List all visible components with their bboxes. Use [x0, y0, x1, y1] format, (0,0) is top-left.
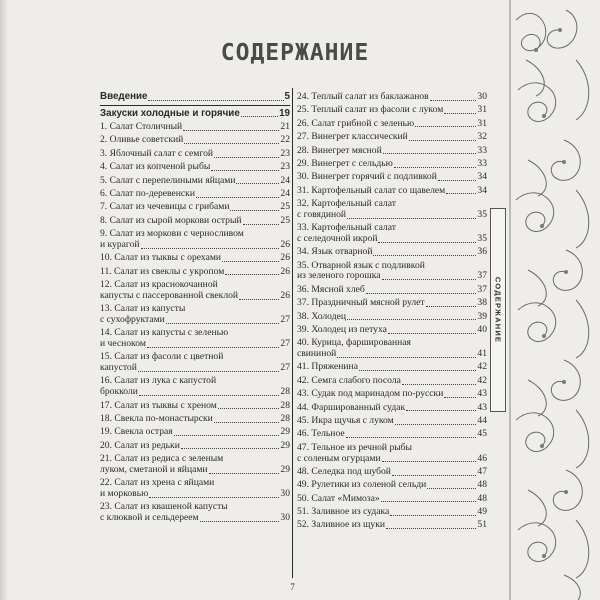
toc-page-number: 30: [280, 487, 290, 499]
toc-entry: [100, 478, 290, 499]
toc-dot-leader: [409, 140, 477, 141]
toc-entry-line: [297, 376, 487, 387]
toc-entry-title: 2. Оливье советский: [100, 134, 184, 146]
toc-entry-title: 4. Салат из копченой рыбы: [100, 161, 211, 173]
toc-page-number: 5: [284, 91, 290, 102]
toc-entry-title: 18. Свекла по-монастырски: [100, 412, 213, 424]
toc-entry-title: и курагой: [100, 238, 140, 250]
toc-page-number: 47: [477, 465, 487, 477]
toc-dot-leader: [381, 501, 477, 502]
toc-page-number: 41: [477, 348, 487, 360]
toc-dot-leader: [444, 397, 476, 398]
toc-dot-leader: [181, 448, 280, 449]
toc-entry: [100, 149, 290, 160]
toc-dot-leader: [359, 370, 476, 371]
toc-page-number: 30: [477, 91, 487, 102]
toc-page-number: 28: [280, 399, 290, 411]
toc-dot-leader: [438, 180, 477, 181]
toc-entry-title: капусты с пассерованной свеклой: [100, 289, 239, 301]
toc-entry: [100, 229, 290, 250]
toc-entry-line: [297, 416, 487, 427]
toc-entry: [297, 480, 487, 491]
toc-entry-line: [100, 401, 290, 412]
toc-entry-line: [100, 339, 290, 350]
toc-entry: [100, 176, 290, 187]
toc-page-number: 24: [280, 174, 290, 186]
toc-dot-leader: [392, 475, 476, 476]
toc-entry: [297, 285, 487, 296]
toc-entry-line: [297, 271, 487, 282]
toc-entry-line: [100, 513, 290, 524]
toc-page-number: 26: [280, 238, 290, 250]
toc-page-number: 43: [477, 401, 487, 413]
toc-entry-line: [297, 429, 487, 440]
toc-dot-leader: [239, 299, 279, 300]
toc-entry: [100, 454, 290, 475]
toc-dot-leader: [148, 100, 283, 101]
toc-dot-leader: [337, 357, 476, 358]
toc-entry-title: 42. Семга слабого посола: [297, 374, 401, 386]
toc-dot-leader: [183, 130, 279, 131]
toc-entry-title: 45. Икра щучья с луком: [297, 415, 394, 427]
toc-page-number: 27: [280, 313, 290, 325]
toc-entry-title: с соленым огурцами: [297, 452, 381, 464]
toc-entry-title: 13. Салат из капусты: [100, 303, 186, 315]
toc-page-number: 40: [477, 323, 487, 335]
toc-entry-title: 19. Свекла острая: [100, 426, 173, 438]
toc-entry-line: [297, 312, 487, 323]
toc-entry-line: [297, 454, 487, 465]
toc-entry-line: [297, 520, 487, 531]
toc-page-number: 35: [477, 232, 487, 244]
toc-entry-line: [100, 189, 290, 200]
toc-entry-title: 41. Пряженина: [297, 361, 358, 373]
toc-entry-line: [297, 443, 487, 454]
toc-entry: [297, 199, 487, 220]
toc-entry: [297, 389, 487, 400]
column-divider: [292, 88, 293, 578]
toc-entry-title: свининой: [297, 348, 337, 360]
toc-dot-leader: [347, 218, 476, 219]
toc-section-heading: [100, 92, 290, 103]
toc-dot-leader: [241, 116, 278, 117]
toc-page-number: 25: [280, 214, 290, 226]
toc-entry-line: [297, 234, 487, 245]
toc-page-number: 45: [477, 428, 487, 440]
toc-entry-line: [297, 210, 487, 221]
toc-entry-title: 35. Отварной язык с подливкой: [297, 259, 425, 271]
toc-entry-title: 39. Холодец из петуха: [297, 323, 387, 335]
toc-entry-title: 29. Винегрет с сельдью: [297, 157, 393, 169]
toc-entry-title: 46. Тельное: [297, 428, 345, 440]
toc-entry-title: 16. Салат из лука с капустой: [100, 375, 217, 387]
toc-entry-line: [297, 362, 487, 373]
toc-entry-title: из зеленого горошка: [297, 270, 381, 282]
toc-entry-line: [297, 467, 487, 478]
toc-entry-title: 23. Салат из квашеной капусты: [100, 501, 228, 513]
toc-entry-line: [297, 389, 487, 400]
toc-entry-title: 6. Салат по-деревенски: [100, 188, 195, 200]
toc-page-number: 28: [280, 412, 290, 424]
page-number: 7: [290, 582, 295, 592]
toc-entry-line: [100, 122, 290, 133]
toc-entry-line: [297, 247, 487, 258]
toc-entry-title: 33. Картофельный салат: [297, 222, 396, 234]
toc-entry-line: [100, 109, 290, 120]
toc-entry: [297, 261, 487, 282]
toc-page-number: 26: [280, 289, 290, 301]
toc-entry: [100, 162, 290, 173]
toc-page-number: 37: [477, 283, 487, 295]
toc-dot-leader: [406, 410, 476, 411]
toc-entry: [297, 507, 487, 518]
toc-dot-leader: [225, 274, 279, 275]
toc-entry-line: [297, 159, 487, 170]
toc-entry-line: [100, 253, 290, 264]
toc-page-number: 19: [279, 107, 290, 119]
toc-page-number: 31: [477, 104, 487, 116]
toc-dot-leader: [209, 473, 280, 474]
toc-dot-leader: [378, 242, 476, 243]
toc-entry: [297, 312, 487, 323]
toc-entry: [100, 414, 290, 425]
toc-page-number: 49: [477, 506, 487, 518]
toc-entry: [100, 401, 290, 412]
toc-entry: [297, 443, 487, 464]
toc-page-number: 27: [280, 337, 290, 349]
toc-dot-leader: [218, 408, 280, 409]
toc-entry-line: [297, 92, 487, 103]
toc-entry: [297, 325, 487, 336]
toc-entry-line: [100, 216, 290, 227]
toc-dot-leader: [214, 422, 280, 423]
toc-entry-title: 44. Фаршированный судак: [297, 401, 406, 413]
toc-dot-leader: [430, 100, 477, 101]
toc-entry-title: с говядиной: [297, 208, 347, 220]
toc-dot-leader: [214, 157, 279, 158]
toc-entry: [297, 146, 487, 157]
toc-entry-title: с клюквой и сельдереем: [100, 512, 199, 524]
toc-page-number: 26: [280, 252, 290, 264]
toc-entry-title: 1. Салат Столичный: [100, 121, 183, 133]
toc-page-number: 28: [280, 386, 290, 398]
toc-entry-line: [100, 441, 290, 452]
toc-entry-title: 38. Холодец: [297, 310, 346, 322]
toc-page-number: 38: [477, 297, 487, 309]
toc-dot-leader: [230, 210, 279, 211]
toc-entry-line: [297, 172, 487, 183]
toc-entry-title: 36. Мясной хлеб: [297, 283, 365, 295]
toc-page-number: 33: [477, 157, 487, 169]
toc-page-number: 36: [477, 246, 487, 258]
toc-entry-line: [100, 387, 290, 398]
toc-entry-title: 52. Заливное из щуки: [297, 519, 385, 531]
toc-left-column: [100, 92, 290, 524]
toc-dot-leader: [139, 395, 280, 396]
toc-dot-leader: [382, 279, 477, 280]
toc-entry-title: луком, сметаной и яйцами: [100, 463, 208, 475]
toc-entry-title: 7. Салат из чечевицы с грибами: [100, 201, 230, 213]
toc-page-number: 22: [280, 134, 290, 146]
toc-entry-line: [297, 325, 487, 336]
toc-entry-title: 5. Салат с перепелиными яйцами: [100, 174, 236, 186]
toc-page-number: 30: [280, 512, 290, 524]
toc-dot-leader: [174, 435, 280, 436]
toc-entry: [100, 352, 290, 373]
toc-entry: [297, 247, 487, 258]
toc-entry: [100, 216, 290, 227]
toc-entry-title: 27. Винегрет классический: [297, 131, 408, 143]
toc-page-number: 23: [280, 161, 290, 173]
toc-dot-leader: [373, 255, 476, 256]
toc-entry: [297, 132, 487, 143]
toc-entry: [100, 122, 290, 133]
toc-entry-line: [100, 92, 290, 103]
toc-page-number: 35: [477, 208, 487, 220]
toc-page-number: 48: [477, 479, 487, 491]
toc-entry: [100, 267, 290, 278]
toc-entry-title: 20. Салат из редьки: [100, 439, 180, 451]
toc-page-number: 39: [477, 310, 487, 322]
toc-entry: [100, 135, 290, 146]
toc-dot-leader: [415, 126, 476, 127]
toc-dot-leader: [138, 371, 280, 372]
toc-entry-title: 26. Салат грибной с зеленью: [297, 117, 415, 129]
toc-entry: [297, 338, 487, 359]
toc-entry: [297, 467, 487, 478]
toc-page-number: 29: [280, 426, 290, 438]
toc-entry-line: [100, 162, 290, 173]
toc-entry-title: 24. Теплый салат из баклажанов: [297, 91, 429, 102]
toc-dot-leader: [222, 261, 279, 262]
toc-entry: [297, 362, 487, 373]
toc-entry: [297, 119, 487, 130]
toc-entry-line: [297, 105, 487, 116]
toc-entry-title: 14. Салат из капусты с зеленью: [100, 327, 229, 339]
toc-entry-title: 11. Салат из свеклы с укропом: [100, 265, 225, 277]
toc-page-number: 24: [280, 188, 290, 200]
toc-entry-line: [100, 414, 290, 425]
toc-dot-leader: [147, 347, 280, 348]
toc-page-number: 51: [477, 519, 487, 531]
toc-entry: [297, 172, 487, 183]
toc-entry: [297, 92, 487, 103]
toc-entry-line: [100, 267, 290, 278]
toc-page-number: 23: [280, 147, 290, 159]
toc-entry-title: 22. Салат из хрена с яйцами: [100, 477, 215, 489]
section-tab: [490, 208, 506, 412]
toc-entry-title: 37. Праздничный мясной рулет: [297, 297, 425, 309]
toc-entry: [100, 427, 290, 438]
toc-page-number: 43: [477, 388, 487, 400]
toc-dot-leader: [346, 437, 477, 438]
toc-entry-line: [100, 291, 290, 302]
page-gutter-shadow: [0, 0, 8, 600]
toc-entry-line: [100, 315, 290, 326]
toc-dot-leader: [196, 197, 279, 198]
toc-dot-leader: [427, 488, 476, 489]
toc-entry-title: 48. Селедка под шубой: [297, 465, 391, 477]
section-tab-label: СОДЕРЖАНИЕ: [493, 276, 503, 344]
toc-entry-title: Закуски холодные и горячие: [100, 107, 240, 119]
toc-entry-title: брокколи: [100, 386, 138, 398]
toc-page-number: 33: [477, 144, 487, 156]
toc-entry-title: 31. Картофельный салат со щавелем: [297, 184, 446, 196]
toc-entry-line: [100, 427, 290, 438]
toc-page-number: 34: [477, 184, 487, 196]
toc-dot-leader: [141, 248, 280, 249]
toc-entry-line: [297, 494, 487, 505]
toc-entry-line: [297, 132, 487, 143]
toc-entry: [100, 304, 290, 325]
toc-entry-line: [297, 507, 487, 518]
toc-entry-title: с селедочной икрой: [297, 232, 378, 244]
toc-entry: [297, 298, 487, 309]
toc-entry-title: 15. Салат из фасоли с цветной: [100, 351, 224, 363]
toc-entry-line: [297, 285, 487, 296]
toc-entry-line: [297, 186, 487, 197]
toc-dot-leader: [200, 521, 280, 522]
toc-entry-title: 40. Курица, фаршированная: [297, 337, 411, 349]
toc-page-number: 44: [477, 415, 487, 427]
toc-entry-title: 12. Салат из краснокочанной: [100, 279, 218, 291]
toc-entry-title: 21. Салат из редиса с зеленым: [100, 453, 224, 465]
toc-dot-leader: [243, 224, 280, 225]
toc-dot-leader: [446, 193, 476, 194]
toc-entry: [297, 520, 487, 531]
toc-entry: [100, 202, 290, 213]
toc-entry: [100, 441, 290, 452]
toc-entry-title: капустой: [100, 362, 137, 374]
toc-entry: [100, 280, 290, 301]
toc-entry-title: 50. Салат «Мимоза»: [297, 492, 380, 504]
toc-section-heading: [100, 109, 290, 120]
toc-entry-line: [297, 403, 487, 414]
toc-entry-line: [100, 363, 290, 374]
toc-dot-leader: [347, 319, 476, 320]
toc-page-number: 34: [477, 171, 487, 183]
toc-entry: [100, 376, 290, 397]
toc-entry: [297, 494, 487, 505]
toc-page-number: 29: [280, 463, 290, 475]
toc-entry-title: 51. Заливное из судака: [297, 506, 390, 518]
toc-entry-title: и чесноком: [100, 337, 146, 349]
toc-entry: [297, 376, 487, 387]
toc-entry-title: 49. Рулетики из соленой сельди: [297, 479, 427, 491]
toc-dot-leader: [366, 293, 477, 294]
toc-entry-line: [297, 298, 487, 309]
toc-page-number: 46: [477, 452, 487, 464]
toc-dot-leader: [386, 528, 476, 529]
toc-page-number: 29: [280, 439, 290, 451]
toc-entry-line: [100, 465, 290, 476]
toc-entry-line: [100, 135, 290, 146]
toc-page-number: 27: [280, 362, 290, 374]
toc-page-number: 37: [477, 270, 487, 282]
toc-dot-leader: [236, 183, 279, 184]
toc-dot-leader: [166, 323, 280, 324]
toc-page-number: 21: [280, 121, 290, 133]
toc-entry-title: 10. Салат из тыквы с орехами: [100, 252, 222, 264]
toc-entry-title: 8. Салат из сырой моркови острый: [100, 214, 242, 226]
toc-dot-leader: [184, 143, 279, 144]
toc-entry-title: 25. Теплый салат из фасоли с луком: [297, 104, 444, 116]
toc-dot-leader: [383, 153, 477, 154]
toc-entry: [100, 328, 290, 349]
toc-entry-title: Введение: [100, 91, 148, 102]
toc-entry-line: [100, 149, 290, 160]
toc-entry: [297, 159, 487, 170]
toc-entry: [297, 416, 487, 427]
toc-entry-line: [100, 240, 290, 251]
toc-entry-title: 30. Винегрет горячий с подливкой: [297, 171, 437, 183]
toc-entry-line: [100, 176, 290, 187]
toc-dot-leader: [444, 113, 476, 114]
toc-page-number: 42: [477, 374, 487, 386]
toc-entry: [297, 223, 487, 244]
toc-page-number: 25: [280, 201, 290, 213]
toc-entry-title: 43. Судак под маринадом по-русски: [297, 388, 444, 400]
toc-entry: [100, 502, 290, 523]
toc-entry-title: и морковью: [100, 487, 149, 499]
toc-entry-title: 47. Тельное из речной рыбы: [297, 441, 413, 453]
toc-right-column: [297, 92, 487, 531]
page-title: СОДЕРЖАНИЕ: [220, 40, 370, 66]
toc-page-number: 42: [477, 361, 487, 373]
toc-dot-leader: [211, 170, 279, 171]
section-divider: [100, 105, 290, 106]
toc-entry: [100, 189, 290, 200]
toc-page-number: 48: [477, 492, 487, 504]
toc-dot-leader: [382, 461, 477, 462]
toc-entry: [297, 105, 487, 116]
toc-page-number: 32: [477, 131, 487, 143]
toc-entry: [297, 186, 487, 197]
toc-entry-title: с сухофруктами: [100, 313, 165, 325]
toc-entry: [297, 403, 487, 414]
toc-entry-title: 3. Яблочный салат с семгой: [100, 147, 214, 159]
toc-dot-leader: [426, 306, 477, 307]
toc-page-number: 31: [477, 117, 487, 129]
toc-dot-leader: [149, 497, 279, 498]
toc-entry-title: 9. Салат из моркови с черносливом: [100, 228, 244, 240]
toc-entry: [100, 253, 290, 264]
toc-dot-leader: [395, 424, 477, 425]
toc-page-number: 26: [280, 265, 290, 277]
toc-entry-title: 28. Винегрет мясной: [297, 144, 382, 156]
toc-entry-title: 34. Язык отварной: [297, 246, 373, 258]
toc-entry-line: [297, 119, 487, 130]
toc-dot-leader: [390, 515, 476, 516]
toc-entry-title: 17. Салат из тыквы с хреном: [100, 399, 217, 411]
toc-entry-line: [297, 146, 487, 157]
toc-entry-line: [297, 349, 487, 360]
toc-entry-line: [100, 202, 290, 213]
toc-dot-leader: [388, 333, 477, 334]
toc-dot-leader: [402, 384, 477, 385]
toc-entry: [297, 429, 487, 440]
floral-ornament-border: [506, 0, 600, 600]
toc-entry-title: 32. Картофельный салат: [297, 198, 396, 210]
toc-entry-line: [297, 480, 487, 491]
toc-dot-leader: [394, 167, 477, 168]
toc-entry-line: [100, 489, 290, 500]
